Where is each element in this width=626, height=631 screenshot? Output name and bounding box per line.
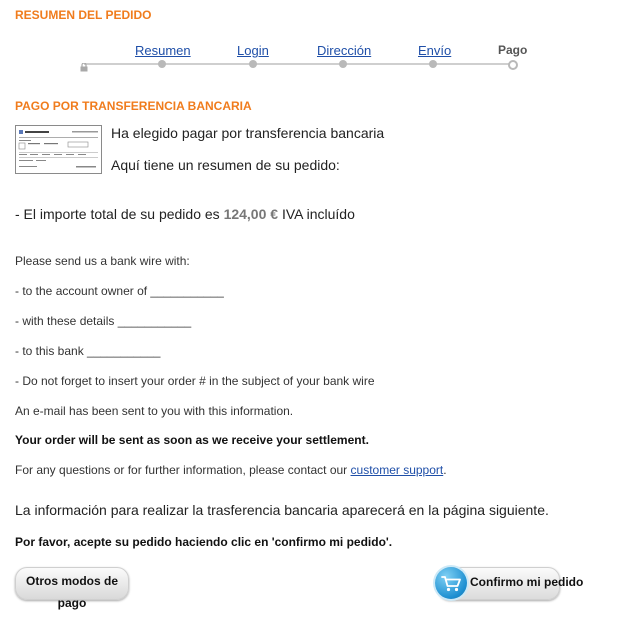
total-line <box>15 206 355 222</box>
bankwire-image <box>15 125 102 174</box>
customer-support-link[interactable]: customer support <box>350 463 444 477</box>
step-envio[interactable]: Envío <box>418 43 452 58</box>
total-amount: 124,00 € <box>223 206 279 222</box>
step-dot-resumen <box>158 60 166 68</box>
summary-text: Aquí tiene un resumen de su pedido: <box>111 157 340 173</box>
contact-prefix: For any questions or for further information, please contact our <box>15 463 348 477</box>
chosen-method-text: Ha elegido pagar por transferencia bancaria <box>111 125 385 141</box>
step-dot-direccion <box>339 60 347 68</box>
email-sent-line: An e-mail has been sent to you with this information. <box>15 404 294 418</box>
reminder-line: - Do not forget to insert your order # in the subject of your bank wire <box>15 374 375 388</box>
contact-suffix: . <box>443 463 447 477</box>
details-intro: Please send us a bank wire with: <box>15 254 190 268</box>
cart-icon <box>435 567 467 599</box>
account-details-line: - with these details ___________ <box>15 314 192 328</box>
total-suffix: IVA incluído <box>281 206 355 222</box>
lock-icon <box>80 59 88 68</box>
accept-prompt: Por favor, acepte su pedido haciendo clic en 'confirmo mi pedido'. <box>15 535 393 549</box>
total-prefix: - El importe total de su pedido es <box>15 206 220 222</box>
bank-line: - to this bank ___________ <box>15 344 161 358</box>
progress-track <box>84 63 512 65</box>
step-login[interactable]: Login <box>237 43 269 58</box>
step-pago: Pago <box>498 43 528 57</box>
step-dot-envio <box>429 60 437 68</box>
page-title: RESUMEN DEL PEDIDO <box>15 8 152 22</box>
step-direccion[interactable]: Dirección <box>317 43 372 58</box>
step-dot-pago <box>508 60 518 70</box>
contact-line <box>15 463 447 477</box>
next-page-info: La información para realizar la trasferencia bancaria aparecerá en la página siguiente. <box>15 502 549 518</box>
other-payment-methods-label[interactable] <box>15 570 129 620</box>
confirm-order-label[interactable]: Confirmo mi pedido <box>470 575 584 589</box>
step-resumen[interactable]: Resumen <box>135 43 191 58</box>
settlement-line: Your order will be sent as soon as we receive your settlement. <box>15 433 369 447</box>
step-dot-login <box>249 60 257 68</box>
account-owner-line: - to the account owner of ___________ <box>15 284 224 298</box>
other-payment-methods-text: Otros modos de pago <box>25 574 118 610</box>
section-title: PAGO POR TRANSFERENCIA BANCARIA <box>15 99 252 113</box>
